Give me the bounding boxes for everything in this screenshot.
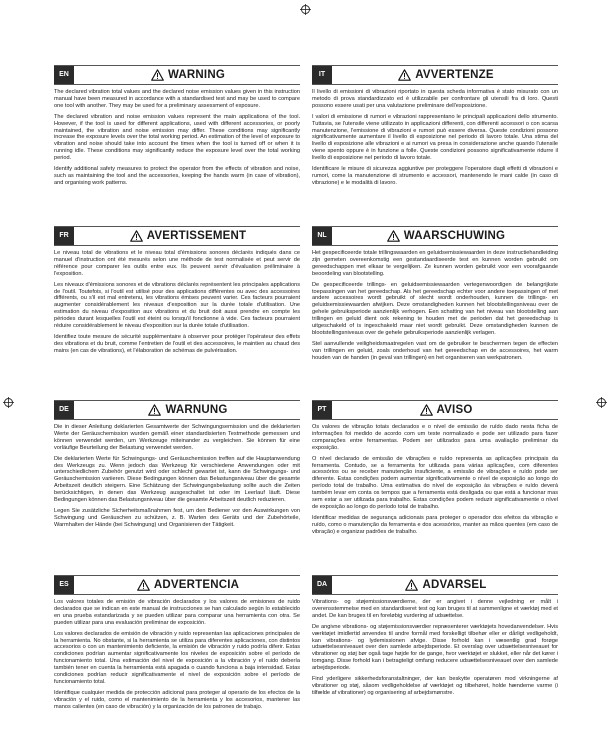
section-it: [312, 65, 558, 191]
paragraph: Il livello di emissioni di vibrazioni riportato in questa scheda informativa è stato misurato con un metodo di prova standardizzato ed è utilizzabile per confrontare gli utensili fra di loro. Questi possono essere usati per una valutazione preliminare dell'esposizione.: [312, 89, 558, 109]
section-header: [54, 226, 300, 246]
warning-triangle-icon: [151, 69, 164, 81]
language-code: DA: [312, 576, 332, 594]
warning-triangle-icon: [130, 230, 143, 242]
section-header: [312, 575, 558, 595]
section-nl: [312, 226, 558, 366]
paragraph: Identificar medidas de segurança adicionais para proteger o operador dos efeitos da vibração e ruído, como o manutenção da ferramenta e dos acessórios, manter as mãos quentes (em caso de vibração) e organizar padrões de trabalho.: [312, 514, 558, 535]
language-code: PT: [312, 401, 332, 419]
section-header: [54, 400, 300, 420]
language-code: FR: [54, 227, 74, 245]
section-title: [334, 227, 558, 245]
paragraph: I valori di emissione di rumori e vibrazioni rappresentano le principali applicazioni dello strumento. Tuttavia, se l'utensile viene utilizzato in applicazioni differenti, con differenti accessori o con scarsa manutenzione, l'emissione di vibrazioni e rumori può essere diversa. Queste condizioni possono significativamente aumentare il livello di esposizione nel periodo di lavoro totale. Una stima del livello di esposizione alle vibrazioni e ai rumori va presa in considerazione anche quando l'utensile viene spento oppure è in funzione a folle. Queste condizioni possono significativamente ridurre il livello di esposizione nel periodo di lavoro totale.: [312, 113, 558, 162]
paragraph: Identifiez toute mesure de sécurité supplémentaire à observer pour protéger l'opérateur des effets des vibrations et du bruit, comme l'entretien de l'outil et des accessoires, le maintien au chaud des mains (en cas de vibrations), et l'élaboration de schémas de pulvérisation.: [54, 333, 300, 354]
section-title-text: AVISO: [436, 404, 473, 416]
section-header: [312, 400, 558, 420]
registration-mark-top: [300, 4, 311, 15]
section-header: [54, 65, 300, 85]
warning-triangle-icon: [398, 69, 411, 81]
section-title-text: AVERTISSEMENT: [146, 230, 247, 242]
language-code: ES: [54, 576, 74, 594]
language-code: DE: [54, 401, 74, 419]
language-code: IT: [312, 66, 332, 84]
section-title: [76, 401, 300, 419]
section-de: [54, 400, 300, 533]
paragraph: Identificare le misure di sicurezza aggiuntive per proteggere l'operatore dagli effetti di vibrazioni e rumori, come la manutenzione di strumento e accessori, mantenendo le mani calde (in caso di vibrazione) e le modalità di lavoro.: [312, 166, 558, 186]
paragraph: Stel aanvullende veiligheidsmaatregelen vast om de gebruiker te beschermen tegen de effecten van trillingen en geluid, zoals onderhoud van het gereedschap en de accessoires, het warm houden van de handen (in geval van trillingen) en het organiseren van werkpatronen.: [312, 340, 558, 361]
paragraph: Find yderligere sikkerhedsforanstaltninger, der kan beskytte operatøren mod virkningerne af vibrationer og støj, såsom vedligeholdelse af værktøjet og tilbehøret, holde hænderne varme (i tilfælde af vibrationer) og organisering af arbejdsmønstre.: [312, 676, 558, 696]
paragraph: The declared vibration and noise emission values represent the main applications of the tool. However, if the tool is used for different applications, used with different accessories, or poorly maintained, the vibration and noise emission may differ. These conditions may significantly increase the exposure levels over the total working period. An estimation of the level of exposure to vibration and noise should take into account the times when the tool is turned off or when it is running idle. These conditions may significantly reduce the exposure level over the total working period.: [54, 113, 300, 162]
section-title-text: ADVARSEL: [422, 579, 487, 591]
warning-triangle-icon: [148, 404, 161, 416]
paragraph: O nível declarado de emissão de vibrações e ruído representa as aplicações principais da ferramenta. Contudo, se a ferramenta for utilizada para várias aplicações, com diferentes acessórios ou se receber manutenção insuficiente, a emissão de vibrações e ruído pode ser diferente. Estas condições podem aumentar significativamente o nível de exposição ao longo do período total de trabalho. Uma estimativa do nível de exposição às vibrações e ruído deverá também levar em conta os tempos que a ferramenta está desligada ou que está a funcionar mas sem estar a ser utilizada para trabalho. Estas condições podem reduzir significativamente o nível de exposição ao longo do período total de trabalho.: [312, 455, 558, 510]
section-header: [312, 226, 558, 246]
language-code: NL: [312, 227, 332, 245]
paragraph: Los valores declarados de emisión de vibración y ruido representan las aplicaciones principales de la herramienta. No obstante, si la herramienta se utiliza para diferentes aplicaciones, con distintos accesorios o con un mantenimiento deficiente, la emisión de vibración y ruido podría diferir. Estas condiciones podrían aumentar significativamente los niveles de exposición sobre el período de funcionamiento total. Una estimación del nivel de exposición a la vibración y el ruido debería también tener en cuenta la herramienta está apagada o cuando funciona a baja intensidad. Estas condiciones podrían reducir significativamente el nivel de exposición sobre el período de funcionamiento total.: [54, 630, 300, 685]
section-title-text: WAARSCHUWING: [403, 230, 506, 242]
section-title-text: AVVERTENZE: [415, 69, 494, 81]
warning-triangle-icon: [137, 579, 150, 591]
registration-mark-left: [3, 397, 14, 408]
section-es: [54, 575, 300, 715]
paragraph: Vibrations- og støjemissionsværdierne, der er angivet i denne vejledning er målt i overensstemmelse med en standardiseret test og kan bruges til at sammenligne et værktøj med et andet. De kan bruges til en foreløbig vurdering af udsættelse.: [312, 599, 558, 619]
paragraph: Die in dieser Anleitung deklarierten Gesamtwerte der Schwingungsemission und die deklarierten Werte der Geräuschemission wurden gemäß einer standardisierten Testmethode gemessen und können verwendet werden, um Werkzeuge miteinander zu vergleichen. Sie können für eine vorläufige Beurteilung der Belastung verwendet werden.: [54, 424, 300, 451]
section-fr: [54, 226, 300, 359]
warning-triangle-icon: [405, 579, 418, 591]
paragraph: Identifique cualquier medida de protección adicional para proteger al operario de los efectos de la vibración y el ruido, como el mantenimiento de la herramienta y los accesorios, mantener las manos calientes (en caso de vibración) y la organización de los patrones de trabajo.: [54, 689, 300, 710]
language-code: EN: [54, 66, 74, 84]
section-title: [334, 576, 558, 594]
section-title: [76, 227, 300, 245]
section-title: [334, 66, 558, 84]
paragraph: Die deklarierten Werte für Schwingungs- und Geräuschemission treffen auf die Hauptanwendung des Werkzeugs zu. Wenn jedoch das Werkzeug für verschiedene Anwendungen oder mit unterschiedlichem Zubehör genutzt wird oder schlecht gewartet ist, kann die Schwingungs- und Geräuschemission variieren. Diese Bedingungen können das Belastungsniveau über die gesamte Arbeitszeit deutlich steigern. Eine Schätzung der Schwingungsbelastung sollte auch die Zeiten berücksichtigen, in denen das Werkzeug ausgeschaltet ist oder im Leerlauf läuft. Diese Bedingungen können das Belastungsniveau über die gesamte Arbeitszeit deutlich reduzieren.: [54, 455, 300, 504]
paragraph: De angivne vibrations- og støjemissionsværdier repræsenterer værktøjets hovedanvendelser. Hvis værktøjet imidlertid anvendes til andre formål med forskelligt tilbehør eller er dårligt vedligeholdt, kan vibrations- og lydemissionen afvige. Disse forhold kan i væsentlig grad forøge udsættelsesniveauet over den samlede arbejdsperiode. Et overslag over udsættelsesniveauet for vibrationer og støj bør også tage højde for de gange, hvor værktøjet er slukket, eller når det kører i tomgang. Disse forhold kan i betragteligt omfang reducere udsættelsesniveauet over den samlede arbejdsperiode.: [312, 623, 558, 672]
paragraph: The declared vibration total values and the declared noise emission values given in this instruction manual have been measured in accordance with a standardised test and may be used to compare one tool with another. They may be used for a preliminary assessment of exposure.: [54, 89, 300, 109]
paragraph: Identify additional safety measures to protect the operator from the effects of vibration and noise, such as maintaining the tool and the accessories, keeping the hands warm (in case of vibration), and organising work patterns.: [54, 166, 300, 186]
paragraph: Los valores totales de emisión de vibración declarados y los valores de emisiones de ruido declarados que se indican en este manual de instrucciones se han calculado según lo establecido en una prueba estandarizada y se pueden utilizar para comparar una herramienta con otra. Se pueden utilizar para una evaluación preliminar de exposición.: [54, 599, 300, 626]
section-title: [334, 401, 558, 419]
paragraph: Het gespecificeerde totale trillingswaarden en geluidsemissiewaarden in deze instructiehandleiding zijn gemeten overeenkomstig een gestandaardiseerde test en kunnen worden gebruikt om gereedschappen met elkaar te vergelijken. Ze kunnen worden gebruikt voor een voorafgaande beoordeling van blootstelling.: [312, 250, 558, 277]
section-en: [54, 65, 300, 191]
section-pt: [312, 400, 558, 540]
section-title-text: ADVERTENCIA: [153, 579, 240, 591]
paragraph: Legen Sie zusätzliche Sicherheitsmaßnahmen fest, um den Bediener vor den Auswirkungen von Schwingung und Geräuschen zu schützen, z. B. Warten des Geräts und der Zubehörteile, Warmhalten der Hände (bei Schwingung) und Organisieren der Tätigkeit.: [54, 507, 300, 528]
section-header: [54, 575, 300, 595]
section-title: [76, 66, 300, 84]
section-title: [76, 576, 300, 594]
section-da: [312, 575, 558, 701]
warning-triangle-icon: [387, 230, 400, 242]
registration-mark-right: [596, 397, 607, 408]
section-title-text: WARNING: [168, 69, 225, 81]
paragraph: Les niveaux d'émissions sonores et de vibrations déclarés représentent les principales applications de l'outil. Toutefois, si l'outil est utilisé pour des applications différentes ou avec des accessoires différents, ou s'il est mal entretenu, les vibrations émises peuvent varier. Ces facteurs pourraient augmenter considérablement les niveaux d'exposition sur la durée totale d'utilisation. Une estimation du niveau d'exposition aux vibrations et du bruit doit aussi prendre en compte les périodes durant lesquelles l'outil est éteint ou lorsqu'il fonctionne à vide. Ces facteurs pourraient réduire considérablement le niveau d'exposition sur la durée totale d'utilisation.: [54, 281, 300, 330]
paragraph: Le niveau total de vibrations et le niveau total d'émissions sonores déclarés indiqués dans ce manuel d'instruction ont été mesurés selon une méthode de test normalisée et peut servir de référence pour comparer les outils entre eux. Ils peuvent servir d'évaluation préliminaire à l'exposition.: [54, 250, 300, 277]
paragraph: De gespecificeerde trillings- en geluidsemissiewaarden vertegenwoordigen de belangrijkste toepassingen van het gereedschap. Als het gereedschap echter voor andere toepassingen of met andere accessoires wordt gebruikt of slecht wordt onderhouden, kunnen de trillings- en geluidsemissiewaarden afwijken. Deze omstandigheden kunnen het blootstellingsniveau over de gehele gebruiksperiode aanzienlijk verhogen. Een schatting van het niveau van blootstelling aan trillingen en geluid dient ook rekening te houden met de perioden dat het gereedschap is uitgeschakeld of is ingeschakeld maar niet wordt gebruikt. Deze omstandigheden kunnen de blootstellingsniveaus over de gehele gebruiksperiode aanzienlijk verlagen.: [312, 281, 558, 336]
warning-triangle-icon: [420, 404, 433, 416]
section-title-text: WARNUNG: [165, 404, 228, 416]
paragraph: Os valores de vibração totais declarados e o nível de emissão de ruído dado nesta ficha de informações foi medido de acordo com um teste normalizado e pode ser utilizado para fazer comparações entre ferramentas. Podem ser utilizados para uma avaliação preliminar da exposição.: [312, 424, 558, 451]
section-header: [312, 65, 558, 85]
